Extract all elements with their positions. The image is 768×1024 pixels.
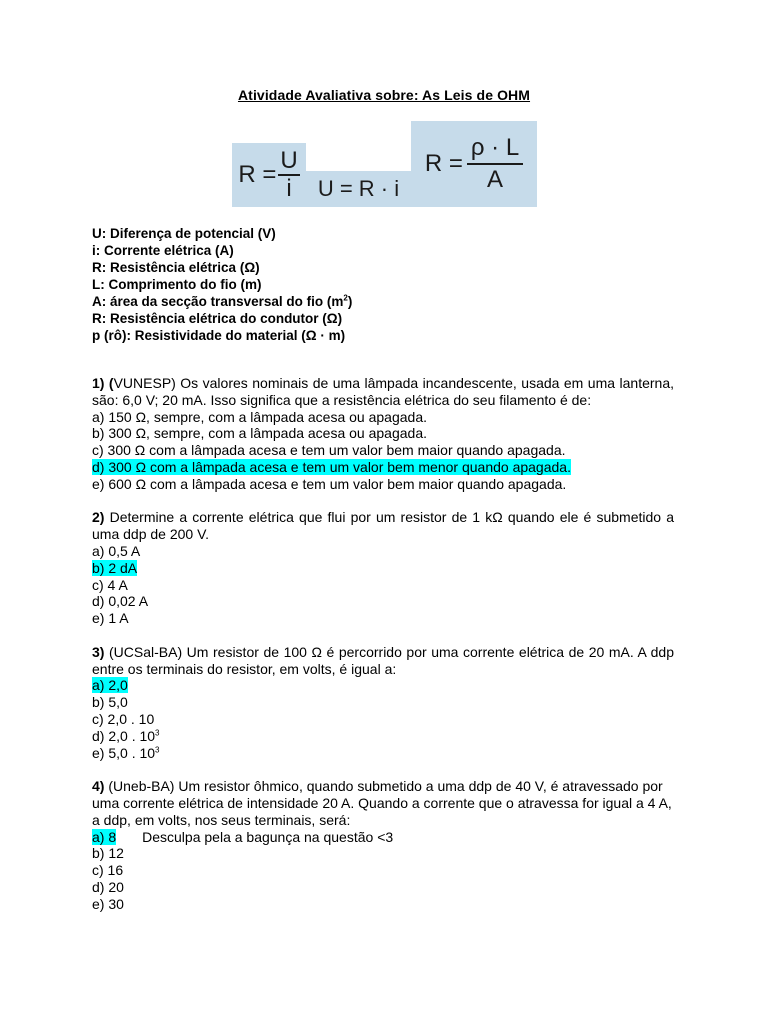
author-note: Desculpa pela a bagunça na questão <3 (142, 828, 394, 845)
option-c: c) 16 (92, 862, 124, 879)
question-number: 1) (92, 375, 105, 391)
question-stem (92, 375, 674, 409)
question-text: (UCSal-BA) Um resistor de 100 Ω é percorrido por uma corrente elétrica de 20 mA. A ddp entre os terminais do resistor, em volts, é igual a: (92, 643, 674, 677)
option-text: e) 5,0 . 10 (92, 744, 156, 761)
formula-numerator: ρ · L (467, 136, 523, 165)
option-e: e) 600 Ω com a lâmpada acesa e tem um valor bem maior quando apagada. (92, 475, 567, 492)
question-3 (92, 644, 674, 762)
option-c: c) 300 Ω com a lâmpada acesa e tem um valor bem maior quando apagada. (92, 442, 566, 459)
option-b: b) 300 Ω, sempre, com a lâmpada acesa ou apagada. (92, 425, 428, 442)
legend-item: R: Resistência elétrica (Ω) (92, 260, 260, 275)
formula-denominator: A (487, 166, 504, 193)
question-stem (92, 778, 674, 828)
formula-fraction (278, 149, 299, 201)
option-a-answer (92, 829, 674, 846)
option-d: d) 0,02 A (92, 593, 149, 610)
formula-resistivity (411, 121, 537, 207)
option-e: e) 30 (92, 895, 124, 912)
option-d-answer (92, 459, 674, 476)
formula-fraction (467, 136, 523, 192)
legend-text: A: área da secção transversal do fio (m (92, 294, 344, 309)
variable-legend (92, 225, 352, 344)
formula-lhs: R = (424, 150, 463, 177)
formula-voltage (306, 171, 411, 207)
question-text: VUNESP) Os valores nominais de uma lâmpada incandescente, usada em uma lanterna, são: 6,0 V; 20 mA. Isso significa que a resistência elétrica do seu filamento é de: (92, 375, 674, 408)
option-e: e) 1 A (92, 610, 129, 627)
option-a: a) 0,5 A (92, 542, 141, 559)
formula-numerator: U (280, 147, 298, 174)
option-d: d) 20 (92, 878, 124, 895)
legend-item: U: Diferença de potencial (V) (92, 226, 276, 241)
option-b: b) 12 (92, 845, 124, 862)
option-c: c) 2,0 . 10 (92, 710, 155, 727)
question-paren: ( (104, 375, 114, 391)
highlighted-answer: b) 2 dA (92, 559, 138, 576)
legend-item (92, 293, 352, 310)
question-2 (92, 509, 674, 627)
highlighted-answer: a) 2,0 (92, 677, 128, 694)
option-b-answer (92, 560, 674, 577)
option-text: d) 2,0 . 10 (92, 727, 156, 744)
question-stem (92, 509, 674, 543)
question-number: 2) (92, 509, 105, 526)
question-1 (92, 375, 674, 493)
question-4 (92, 778, 674, 912)
option-e (92, 745, 674, 762)
formula-denominator: i (286, 175, 292, 202)
formula-lhs: R = (238, 161, 277, 188)
legend-item: p (rô): Resistividade do material (Ω · m) (92, 328, 346, 343)
highlighted-answer: a) 8 (92, 828, 117, 845)
option-d (92, 728, 674, 745)
legend-suffix: ) (347, 294, 353, 309)
superscript: 3 (155, 744, 160, 754)
formula-resistance-ohm (232, 143, 306, 207)
question-number: 3) (92, 643, 105, 660)
superscript: 3 (155, 728, 160, 738)
question-number: 4) (92, 778, 105, 795)
option-a-answer (92, 677, 674, 694)
question-text: Determine a corrente elétrica que flui por um resistor de 1 kΩ quando ele é submetido a uma ddp de 200 V. (92, 509, 674, 543)
highlighted-answer: d) 300 Ω com a lâmpada acesa e tem um valor bem menor quando apagada. (92, 458, 571, 475)
question-text: (Uneb-BA) Um resistor ôhmico, quando submetido a uma ddp de 40 V, é atravessado por uma corrente elétrica de intensidade 20 A. Quando a corrente que o atravessa for igual a 4 A, a ddp, em volts, nos seus terminais, será: (92, 778, 672, 828)
question-stem (92, 644, 674, 678)
legend-item: L: Comprimento do fio (m) (92, 277, 262, 292)
formula-text: U = R · i (317, 176, 400, 201)
option-c: c) 4 A (92, 576, 128, 593)
superscript: 2 (343, 293, 348, 303)
option-a: a) 150 Ω, sempre, com a lâmpada acesa ou apagada. (92, 408, 428, 425)
page-title: Atividade Avaliativa sobre: As Leis de OHM (237, 87, 531, 103)
option-b: b) 5,0 (92, 694, 128, 711)
legend-item: R: Resistência elétrica do condutor (Ω) (92, 311, 343, 326)
question-list (92, 375, 674, 929)
legend-item: i: Corrente elétrica (A) (92, 243, 234, 258)
